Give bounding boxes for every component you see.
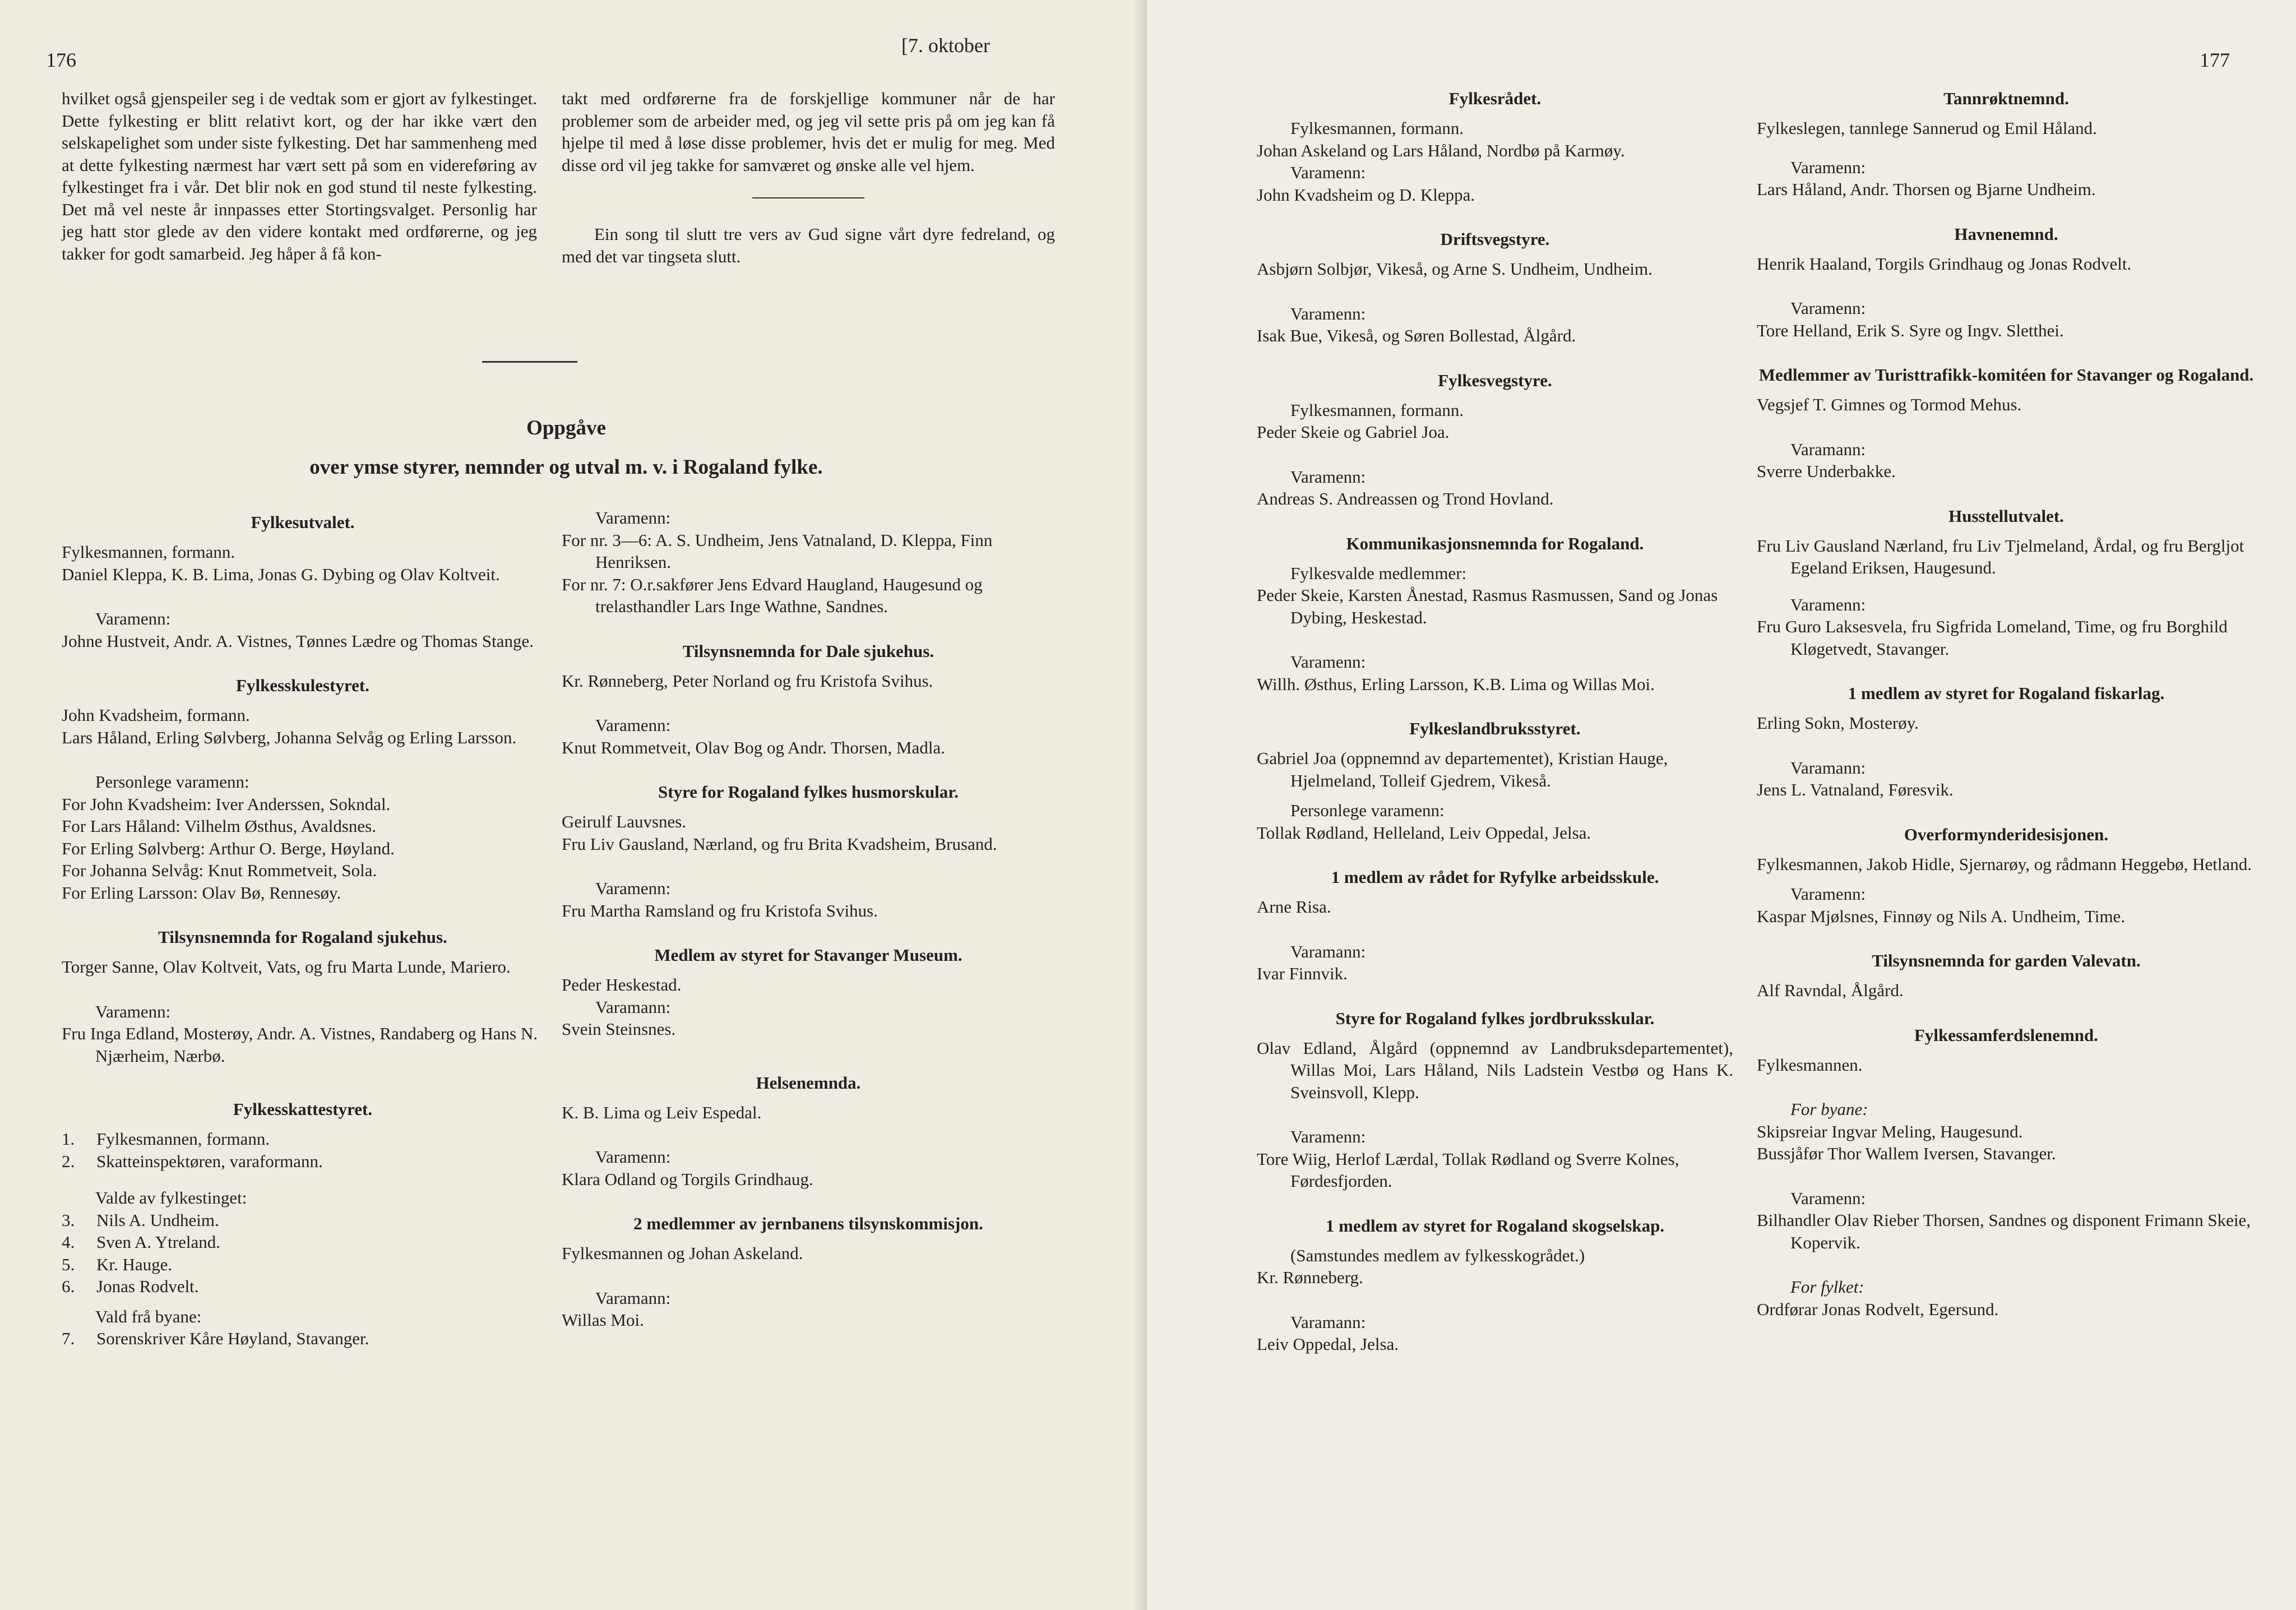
varamenn-label: Varamenn: [1290,466,1366,487]
varamann-label: Varamann: [1790,439,1866,459]
intro-column-1 [62,87,537,265]
section-jordbruk [1257,1007,1733,1192]
member-line: Fru Liv Gausland Nærland, fru Liv Tjelmeland, Årdal, og fru Bergljot Egeland Eriksen, Haugesund. [1757,535,2244,577]
varamenn-label: Varamenn: [595,878,671,898]
member-line: Peder Skeie og Gabriel Joa. [1257,422,1450,442]
member-line: Olav Edland, Ålgård (oppnemnd av Landbruksdepartementet), Willas Moi, Lars Håland, Nils Ladstein Vestbø og Hans K. Sveinsvoll, Klepp. [1257,1038,1733,1102]
member-line: Erling Sokn, Mosterøy. [1757,713,1919,733]
varamenn-label: Varamenn: [1790,157,1866,177]
varamenn-line: For John Kvadsheim: Iver Anderssen, Sokndal. [62,794,391,814]
section-heading: Fylkesrådet. [1448,89,1542,108]
member-line: Fylkesmannen. [1757,1054,1863,1075]
left-list-column-1 [62,511,544,1372]
section-heading: Tilsynsnemnda for Dale sjukehus. [682,641,934,661]
varamenn-line: Tore Wiig, Herlof Lærdal, Tollak Rødland og Sverre Kolnes, Førdesfjorden. [1257,1149,1679,1191]
varamann-line: Ivar Finnvik. [1257,964,1348,983]
section-samferdsel [1757,1024,2256,1321]
member-line: Skipsreiar Ingvar Meling, Haugesund. [1757,1121,2023,1141]
varamann-line: Sverre Underbakke. [1757,461,1896,481]
section-heading: Fylkessamferdslenemnd. [1914,1025,2099,1045]
section-heading: Helsenemnda. [756,1072,861,1093]
varamenn-line: For Erling Sølvberg: Arthur O. Berge, Høyland. [62,838,395,858]
member-line: Vegsjef T. Gimnes og Tormod Mehus. [1757,395,2022,414]
section-fylkesutvalet [62,511,544,652]
section-valevatn [1757,950,2256,1002]
member-line: Kr. Rønneberg, Peter Norland og fru Kristofa Svihus. [562,670,933,691]
varamenn-label: Varamenn: [1290,303,1366,323]
varamenn-line: For nr. 7: O.r.sakfører Jens Edvard Haugland, Haugesund og trelasthandler Lars Inge Wathne, Sandnes. [562,574,983,616]
section-tilsyn-rogaland [62,926,544,1067]
section-dale [562,640,1055,759]
section-havnenemnd [1757,223,2256,342]
varamenn-label: Varamenn: [1290,163,1366,182]
varamann-label: Varamann: [1290,1312,1366,1332]
right-list-column-1 [1257,87,1733,1378]
section-heading: Styre for Rogaland fylkes husmorskular. [658,782,959,802]
section-heading: Fylkesutvalet. [251,512,355,532]
member-line: Lars Håland, Erling Sølvberg, Johanna Selvåg og Erling Larsson. [62,727,517,747]
section-heading: Tannrøktnemnd. [1943,89,2069,108]
section-turist [1757,364,2256,483]
subgroup-label: Vald frå byane: [95,1306,202,1326]
section-heading: Husstellutvalet. [1948,506,2064,526]
member-line: Arne Risa. [1257,897,1331,917]
varamenn-line: Kaspar Mjølsnes, Finnøy og Nils A. Undheim, Time. [1757,906,2126,926]
section-heading: 1 medlem av styret for Rogaland skogselskap. [1325,1215,1665,1236]
varamenn-line: Bilhandler Olav Rieber Thorsen, Sandnes og disponent Frimann Skeie, Kopervik. [1757,1210,2251,1252]
member-line: Kr. Rønneberg. [1257,1267,1363,1287]
member-line: Ordførar Jonas Rodvelt, Egersund. [1757,1299,1999,1319]
member-line: Fylkesmannen og Johan Askeland. [562,1243,803,1263]
section-heading: Fylkesvegstyre. [1438,370,1552,390]
section-heading: Fylkesskulestyret. [236,676,369,695]
section-heading: Medlem av styret for Stavanger Museum. [654,945,962,965]
varamann-label: Varamann: [1290,941,1366,961]
section-skattestyret-varamenn [562,507,1055,618]
member-line: Bussjåfør Thor Wallem Iversen, Stavanger. [1757,1144,2056,1163]
member-line: Henrik Haaland, Torgils Grindhaug og Jonas Rodvelt. [1757,253,2132,274]
varamenn-label: Varamenn: [595,715,671,735]
section-heading: 1 medlem av styret for Rogaland fiskarlag. [1848,683,2165,703]
varamenn-line: Fru Inga Edland, Mosterøy, Andr. A. Vistnes, Randaberg og Hans N. Njærheim, Nærbø. [62,1024,538,1066]
member-line: Fru Liv Gausland, Nærland, og fru Brita Kvadsheim, Brusand. [562,834,997,854]
member-line: Gabriel Joa (oppnemnd av departementet), Kristian Hauge, Hjelmeland, Tolleif Gjedrem, Vikeså. [1257,748,1668,790]
member-line: Geirulf Lauvsnes. [562,812,687,831]
subgroup-label: For byane: [1790,1099,1868,1119]
varamenn-label: Varamenn: [1790,1188,1866,1208]
varamenn-label: Personlege varamenn: [95,772,249,792]
varamenn-line: For Lars Håland: Vilhelm Østhus, Avaldsnes. [62,816,376,836]
left-list-column-2 [562,507,1055,1354]
varamenn-label: Varamenn: [595,1147,671,1167]
section-driftsvegstyre [1257,228,1733,347]
varamenn-label: Varamenn: [1790,884,1866,904]
varamenn-line: For nr. 3—6: A. S. Undheim, Jens Vatnaland, D. Kleppa, Finn Henriksen. [562,530,993,572]
member-line: Alf Ravndal, Ålgård. [1757,980,1904,1000]
varamenn-label: Varamenn: [1290,652,1366,672]
section-ryfylke [1257,866,1733,985]
intro-paragraph-2: takt med ordførerne fra de forskjellige kommuner når de har problemer som de arbeider med, og jeg vil sette pris på om jeg kan få hjelpe til med å løse disse problemer, hvis det er mulig for meg. Med disse ord vil jeg takke for samværet og ønske alle vel hjem. [562,89,1055,175]
varamann-line: Svein Steinsnes. [562,1019,676,1039]
list-item: 4. Sven A. Ytreland. [62,1232,220,1252]
member-line: Fylkesmannen, formann. [62,542,235,562]
section-heading: Havnenemnd. [1954,224,2058,244]
page-number-right: 177 [2200,49,2230,71]
section-museum [562,944,1055,1040]
list-item: 1. Fylkesmannen, formann. [62,1129,270,1149]
varamann-line: Leiv Oppedal, Jelsa. [1257,1334,1399,1354]
list-item: 7. Sorenskriver Kåre Høyland, Stavanger. [62,1329,369,1348]
document-title: Oppgåve [526,417,606,439]
section-husstell [1757,505,2256,660]
varamenn-label: Personlege varamenn: [1290,801,1445,820]
section-heading: Kommunikasjonsnemnda for Rogaland. [1346,533,1644,553]
section-fylkesvegstyre [1257,369,1733,510]
section-heading: Fylkesskattestyret. [233,1099,373,1119]
section-heading: 2 medlemmer av jernbanens tilsynskommisjon. [633,1214,983,1233]
varamenn-label: Varamenn: [1290,1127,1366,1146]
varamenn-line: Andreas S. Andreassen og Trond Hovland. [1257,489,1554,508]
member-line: Fylkesmannen, formann. [1290,118,1464,138]
list-item: 2. Skatteinspektøren, varaformann. [62,1151,323,1171]
section-landbruksstyret [1257,718,1733,844]
varamenn-line: For Johanna Selvåg: Knut Rommetveit, Sola. [62,860,377,880]
section-fylkesradet [1257,87,1733,206]
member-line: Fylkesmannen, formann. [1290,400,1464,420]
intro-paragraph-1: hvilket også gjenspeiler seg i de vedtak som er gjort av fylkestinget. Dette fylkesting er blitt relativt kort, og der har ikke vært den selskapelighet som under siste fylkesting. Det har sammenheng med at dette fylkesting nærmest har vært sett på som en videreføring av fylkestinget fra i vår. Det blir nok en god stund til neste fylkesting. Det må vel neste år innpasses etter Stortingsvalget. Personlig har jeg hatt stor glede av den videre kontakt med ordførerne, og jeg takker for godt samarbeid. Jeg håper å få kon- [62,89,538,263]
section-heading: Driftsvegstyre. [1440,229,1550,249]
intro-column-2 [562,87,1055,267]
section-overformynderi [1757,823,2256,928]
member-line: John Kvadsheim, formann. [62,705,250,725]
section-tannrokt [1757,87,2256,201]
varamenn-line: For Erling Larsson: Olav Bø, Rennesøy. [62,882,341,903]
varamenn-line: Johne Hustveit, Andr. A. Vistnes, Tønnes Lædre og Thomas Stange. [62,631,534,651]
varamenn-label: Varamenn: [595,508,671,528]
page-number-left: 176 [46,49,76,71]
varamann-line: Jens L. Vatnaland, Føresvik. [1757,780,1954,799]
varamann-label: Varamann: [595,1288,671,1308]
running-header-date: [7. oktober [901,34,990,57]
varamenn-line: Lars Håland, Andr. Thorsen og Bjarne Undheim. [1757,179,2096,199]
varamenn-line: Tollak Rødland, Helleland, Leiv Oppedal, Jelsa. [1257,822,1591,843]
varamenn-label: Varamenn: [95,1001,171,1021]
list-item: 6. Jonas Rodvelt. [62,1276,199,1296]
varamann-line: Willas Moi. [562,1310,644,1330]
varamenn-line: Isak Bue, Vikeså, og Søren Bollestad, Ålgård. [1257,326,1576,345]
note-line: (Samstundes medlem av fylkesskogrådet.) [1290,1245,1585,1265]
list-item: 5. Kr. Hauge. [62,1254,173,1274]
member-line: Fylkeslegen, tannlege Sannerud og Emil Håland. [1757,118,2097,138]
section-skogselskap [1257,1215,1733,1355]
varamann-label: Varamann: [595,997,671,1017]
closing-song-paragraph: Ein song til slutt tre vers av Gud signe vårt dyre fedreland, og med det var tingseta slutt. [562,224,1055,266]
section-husmorskular [562,781,1055,922]
varamenn-line: Knut Rommetveit, Olav Bog og Andr. Thorsen, Madla. [562,737,945,757]
section-helsenemnda [562,1072,1055,1191]
member-line: K. B. Lima og Leiv Espedal. [562,1102,762,1122]
left-page [0,0,1147,1610]
section-heading: Styre for Rogaland fylkes jordbruksskular. [1335,1008,1655,1028]
subgroup-label: For fylket: [1790,1277,1864,1297]
document-subtitle: over ymse styrer, nemnder og utval m. v. i Rogaland fylke. [309,456,823,479]
varamenn-line: Fru Guro Laksesvela, fru Sigfrida Lomeland, Time, og fru Borghild Kløgetvedt, Stavanger. [1757,617,2228,659]
varamenn-label: Varamenn: [1790,594,1866,614]
title-rule [482,361,577,363]
member-line: Daniel Kleppa, K. B. Lima, Jonas G. Dybing og Olav Koltveit. [62,564,500,584]
member-line: Peder Skeie, Karsten Ånestad, Rasmus Rasmussen, Sand og Jonas Dybing, Heskestad. [1257,585,1718,627]
member-line: Peder Heskestad. [562,975,682,994]
varamenn-line: John Kvadsheim og D. Kleppa. [1257,184,1475,205]
section-heading: Tilsynsnemnda for garden Valevatn. [1872,951,2141,970]
varamenn-line: Fru Martha Ramsland og fru Kristofa Svihus. [562,900,878,920]
right-page [1147,0,2296,1610]
section-fiskarlag [1757,682,2256,801]
section-heading: Overformynderidesisjonen. [1904,824,2109,844]
subgroup-label: Valde av fylkestinget: [95,1188,247,1208]
member-line: Asbjørn Solbjør, Vikeså, og Arne S. Undheim, Undheim. [1257,259,1652,279]
member-line: Torger Sanne, Olav Koltveit, Vats, og fru Marta Lunde, Mariero. [62,957,511,977]
varamenn-line: Klara Odland og Torgils Grindhaug. [562,1169,813,1189]
varamann-label: Varamann: [1790,757,1866,778]
section-jernbanen [562,1213,1055,1331]
section-fylkesskattestyret [62,1098,544,1350]
varamenn-line: Willh. Østhus, Erling Larsson, K.B. Lima og Willas Moi. [1257,674,1655,694]
section-heading: 1 medlem av rådet for Ryfylke arbeidsskule. [1331,867,1659,887]
member-line: Fylkesmannen, Jakob Hidle, Sjernarøy, og rådmann Heggebø, Hetland. [1757,854,2252,874]
section-divider [752,197,864,198]
subgroup-label: Fylkesvalde medlemmer: [1290,563,1467,583]
section-kommunikasjon [1257,533,1733,696]
right-list-column-2 [1757,87,2256,1343]
member-line: Johan Askeland og Lars Håland, Nordbø på Karmøy. [1257,140,1625,160]
section-fylkesskulestyret [62,674,544,904]
section-heading: Medlemmer av Turisttrafikk-komitéen for Stavanger og Rogaland. [1758,365,2254,385]
varamenn-line: Tore Helland, Erik S. Syre og Ingv. Sletthei. [1757,320,2064,340]
varamenn-label: Varamenn: [1790,298,1866,318]
list-item: 3. Nils A. Undheim. [62,1210,219,1230]
varamenn-label: Varamenn: [95,609,171,628]
section-heading: Tilsynsnemnda for Rogaland sjukehus. [158,927,447,947]
section-heading: Fylkeslandbruksstyret. [1409,719,1581,738]
